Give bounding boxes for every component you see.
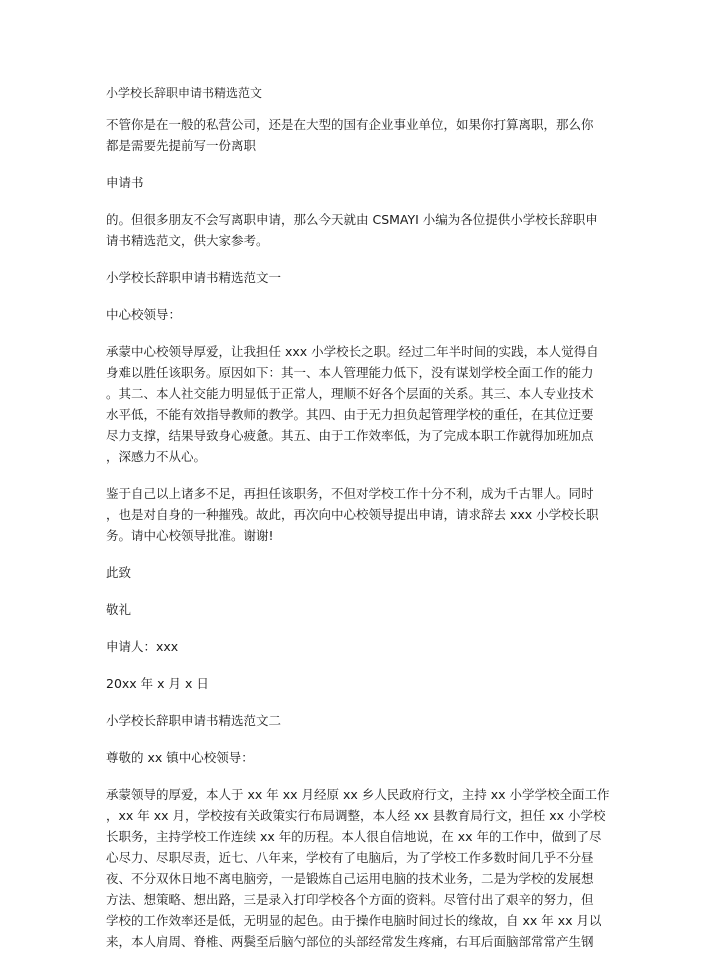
text-line: 学校的工作效率还是低，无明显的起色。由于操作电脑时间过长的缘故，自 xx 年 xx 月以 (106, 913, 602, 928)
closing-cizhi: 此致 (106, 565, 132, 580)
text-line: 的。但很多朋友不会写离职申请，那么今天就由 CSMAYI 小编为各位提供小学校长辞职申 (106, 212, 598, 227)
sample1-salutation: 中心校领导： (106, 307, 182, 322)
text-line: 水平低，不能有效指导教师的教学。其四、由于无力担负起管理学校的重任，在其位迂要 (106, 407, 594, 422)
text-line: 长职务，主持学校工作连续 xx 年的历程。本人很自信地说，在 xx 年的工作中，做到了尽 (106, 829, 602, 844)
applicant-line: 申请人：xxx (106, 639, 179, 654)
sample1-paragraph-2 (106, 483, 614, 546)
text-line: ，xx 年 xx 月，学校按有关政策实行布局调整，本人经 xx 县教育局行文，担任 xx 小学校 (106, 808, 606, 823)
text-line: 请书精选范文，供大家参考。 (106, 233, 269, 248)
sample2-title: 小学校长辞职申请书精选范文二 (106, 713, 282, 728)
date-line: 20xx 年 x 月 x 日 (106, 676, 209, 691)
text-line: 。其二、本人社交能力明显低于正常人，理顺不好各个层面的关系。其三、本人专业技术 (106, 386, 594, 401)
text-line: 方法、想策略、想出路，三是录入打印学校各个方面的资料。尽管付出了艰辛的努力，但 (106, 892, 594, 907)
text-line: 务。请中心校领导批准。谢谢! (106, 528, 274, 543)
text-line: ，也是对自身的一种摧残。故此，再次向中心校领导提出申请，请求辞去 xxx 小学校长职 (106, 507, 599, 522)
closing-jingli: 敬礼 (106, 602, 132, 617)
text-line: 尽力支撑，结果导致身心疲惫。其五、由于工作效率低，为了完成本职工作就得加班加点 (106, 428, 594, 443)
sample2-paragraph-1 (106, 784, 614, 952)
shenqingshu-line: 申请书 (106, 175, 144, 190)
text-line: 不管你是在一般的私营公司，还是在大型的国有企业事业单位，如果你打算离职，那么你 (106, 117, 594, 132)
text-line: 承蒙领导的厚爱，本人于 xx 年 xx 月经原 xx 乡人民政府行文，主持 xx 小学学校全面工作 (106, 787, 610, 802)
text-line: 承蒙中心校领导厚爱，让我担任 xxx 小学校长之职。经过二年半时间的实践，本人觉得自 (106, 344, 599, 359)
text-line: 都是需要先提前写一份离职 (106, 138, 257, 153)
document-title: 小学校长辞职申请书精选范文 (106, 86, 263, 100)
sample2-salutation: 尊敬的 xx 镇中心校领导： (106, 750, 254, 765)
text-line: ，深感力不从心。 (106, 449, 207, 464)
document-body (106, 84, 614, 968)
sample1-title: 小学校长辞职申请书精选范文一 (106, 270, 282, 285)
intro-paragraph (106, 114, 614, 156)
text-line: 夜、不分双休日地不离电脑旁，一是锻炼自己运用电脑的技术业务，二是为学校的发展想 (106, 871, 594, 886)
intro2-paragraph (106, 209, 614, 251)
text-line: 来，本人肩周、脊椎、两鬓至后脑勺部位的头部经常发生疼痛，右耳后面脑部常常产生钢 (106, 934, 594, 949)
text-line: 身难以胜任该职务。原因如下：其一、本人管理能力低下，没有谋划学校全面工作的能力 (106, 365, 594, 380)
text-line: 心尽力、尽职尽责，近七、八年来，学校有了电脑后，为了学校工作多数时间几乎不分昼 (106, 850, 594, 865)
text-line: 鉴于自己以上诸多不足，再担任该职务，不但对学校工作十分不利，成为千古罪人。同时 (106, 486, 594, 501)
sample1-paragraph-1 (106, 341, 614, 467)
